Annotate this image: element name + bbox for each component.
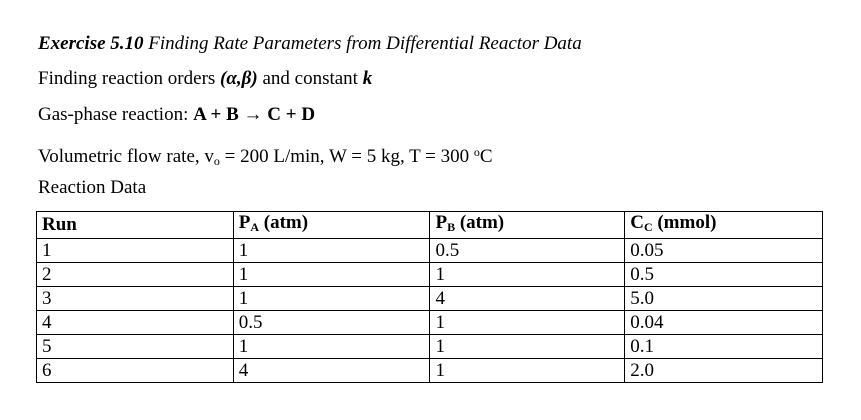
cell-pb: 0.5 <box>430 239 625 263</box>
cell-pa: 4 <box>233 359 430 383</box>
orders-params: (α,β) <box>220 68 258 89</box>
orders-line <box>38 67 372 91</box>
table-row <box>37 239 823 263</box>
reaction-line <box>38 103 315 127</box>
table-row <box>37 335 823 359</box>
exercise-label: Exercise 5.10 <box>38 33 144 54</box>
table-row <box>37 263 823 287</box>
flow-middle: = 200 L/min, W = 5 kg, T = 300 <box>219 146 474 167</box>
table-row <box>37 359 823 383</box>
reaction-data-table <box>36 211 823 383</box>
cell-cc: 5.0 <box>625 287 823 311</box>
degree-superscript: o <box>473 145 480 159</box>
cell-run: 2 <box>37 263 234 287</box>
cell-cc: 0.05 <box>625 239 823 263</box>
reaction-equation: A + B → C + D <box>193 104 316 125</box>
cell-run: 4 <box>37 311 234 335</box>
exercise-title: Finding Rate Parameters from Differential Reactor Data <box>143 33 582 54</box>
flow-prefix: Volumetric flow rate, v <box>38 146 214 167</box>
header-pb: $P_B$ (atm) <box>430 212 625 239</box>
header-run: Run <box>37 212 234 239</box>
cell-cc: 0.04 <box>625 311 823 335</box>
flow-line <box>38 140 493 173</box>
orders-prefix: Finding reaction orders <box>38 68 221 89</box>
cell-pb: 1 <box>430 311 625 335</box>
cell-cc: 0.1 <box>625 335 823 359</box>
table-header-row <box>37 212 823 239</box>
cell-pb: 4 <box>430 287 625 311</box>
orders-middle: and constant <box>257 68 363 89</box>
header-cc: $C_C$ (mmol) <box>625 212 823 239</box>
cell-run: 6 <box>37 359 234 383</box>
cell-pa: 1 <box>233 263 430 287</box>
header-pa: $P_A$ (atm) <box>233 212 430 239</box>
cell-run: 5 <box>37 335 234 359</box>
cell-pa: 1 <box>233 287 430 311</box>
reaction-prefix: Gas-phase reaction: <box>38 104 194 125</box>
temperature-unit: C <box>479 146 493 167</box>
cell-pb: 1 <box>430 359 625 383</box>
cell-pb: 1 <box>430 263 625 287</box>
rate-constant: k <box>362 68 373 89</box>
table-row <box>37 311 823 335</box>
table-caption: Reaction Data <box>38 177 147 198</box>
flow-subscript: o <box>213 154 220 168</box>
cell-run: 1 <box>37 239 234 263</box>
cell-pa: 0.5 <box>233 311 430 335</box>
cell-pa: 1 <box>233 239 430 263</box>
table-row <box>37 287 823 311</box>
cell-cc: 0.5 <box>625 263 823 287</box>
cell-pa: 1 <box>233 335 430 359</box>
cell-cc: 2.0 <box>625 359 823 383</box>
exercise-heading <box>38 32 582 56</box>
cell-pb: 1 <box>430 335 625 359</box>
cell-run: 3 <box>37 287 234 311</box>
